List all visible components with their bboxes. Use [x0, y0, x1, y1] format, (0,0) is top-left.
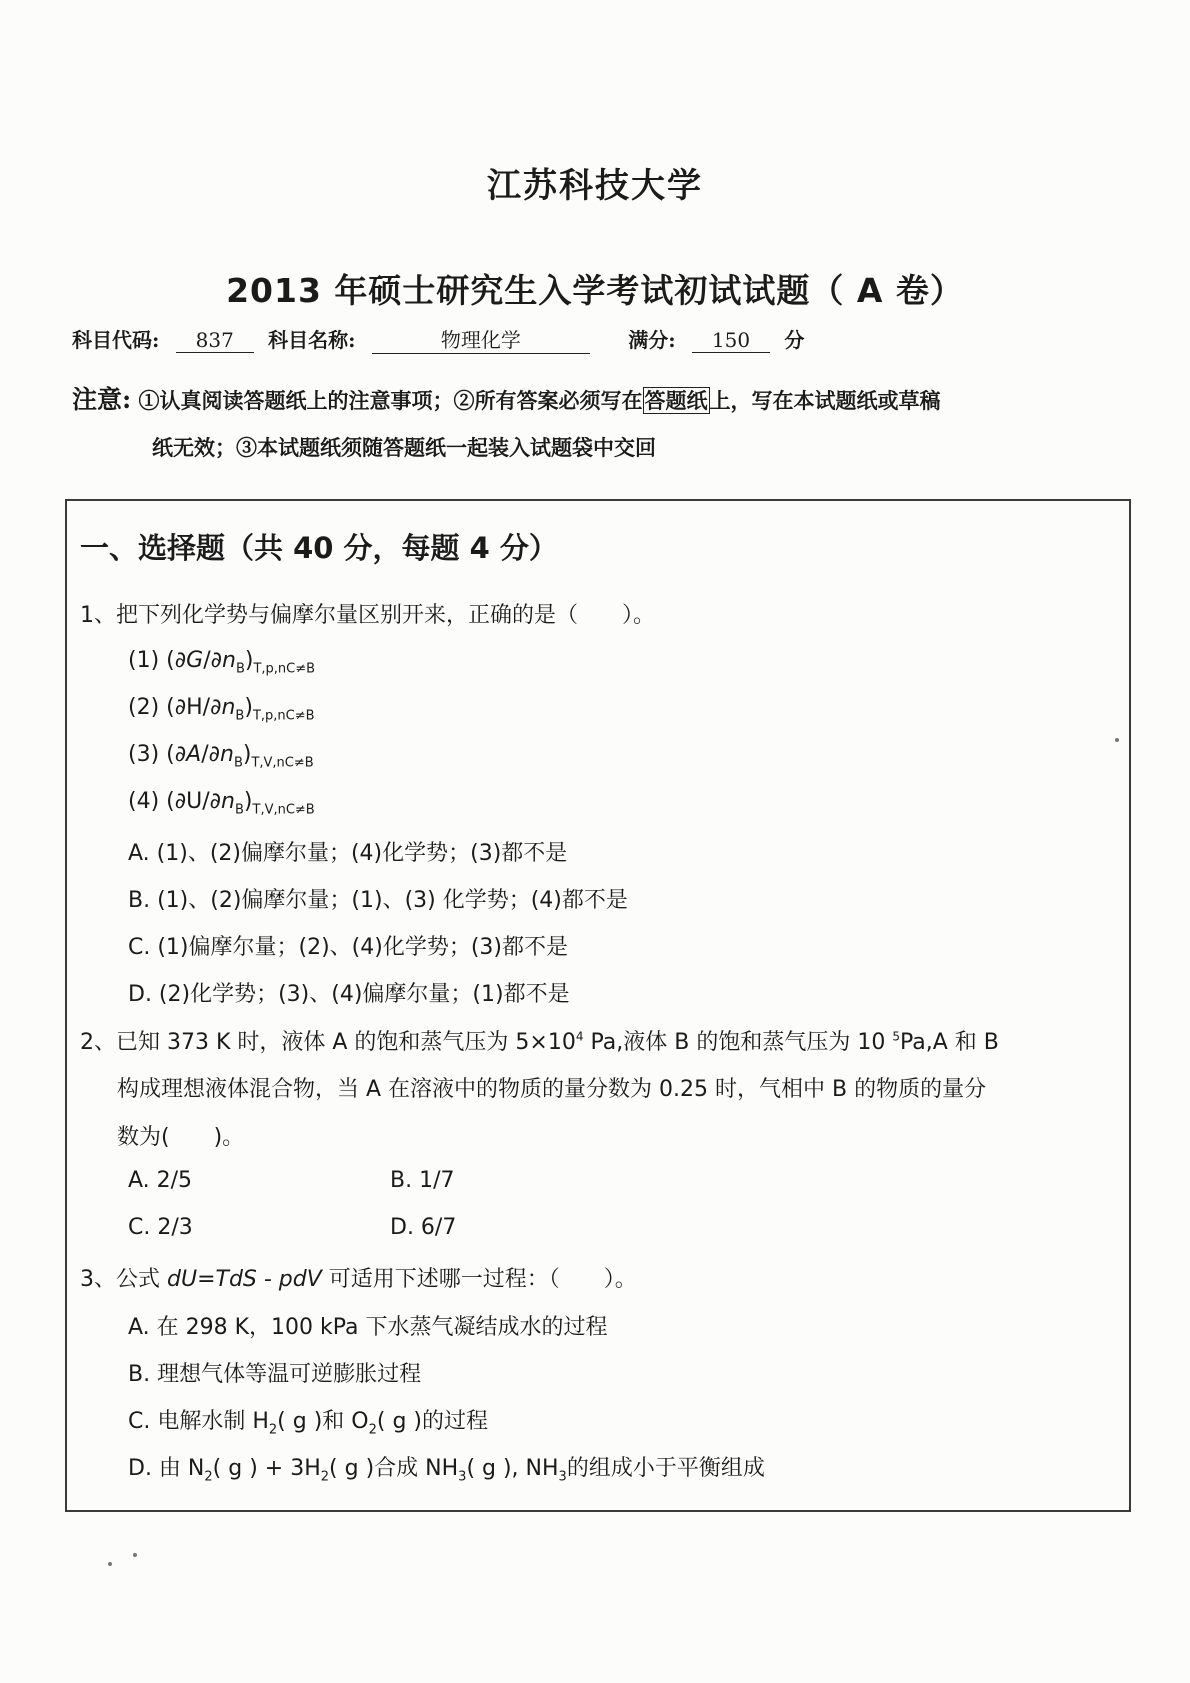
- q1-formula-3: (3) $(\partial A/\partial n_B)_{T,V,nC\ne B}$: [128, 742, 314, 771]
- subject-code-value: 837: [176, 328, 254, 353]
- q3-option-d: D. 由 $N_2$( g ) + $3H_2$( g )合成 $NH_3$( g ), $NH_3$的组成小于平衡组成: [128, 1456, 765, 1485]
- q3-option-c: C. 电解水制 $H_2$( g )和 $O_2$( g )的过程: [128, 1409, 489, 1438]
- q2-option-b: B. 1/7: [390, 1168, 455, 1193]
- notice-boxed-term: 答题纸: [644, 388, 708, 413]
- subject-name-label: 科目名称:: [268, 328, 356, 352]
- subject-info-line: [72, 324, 804, 354]
- q1-option-c: C. (1)偏摩尔量；(2)、(4)化学势；(3)都不是: [128, 935, 569, 960]
- q1-stem: 1、把下列化学势与偏摩尔量区别开来，正确的是（ ）。: [80, 603, 655, 628]
- full-score-value: 150: [692, 328, 770, 353]
- q3-option-a: A. 在 298 K，100 kPa 下水蒸气凝结成水的过程: [128, 1315, 608, 1340]
- notice-head: 注意:: [72, 385, 132, 414]
- subject-code-label: 科目代码:: [72, 328, 160, 352]
- q3-stem: 3、公式 dU=TdS - pdV 可适用下述哪一过程：（ ）。: [80, 1267, 637, 1292]
- notice-line-2: 纸无效；③本试题纸须随答题纸一起装入试题袋中交回: [152, 435, 656, 460]
- q2-option-d: D. 6/7: [390, 1215, 457, 1240]
- q2-option-a: A. 2/5: [128, 1168, 193, 1193]
- exam-title: 2013 年硕士研究生入学考试初试试题（ A 卷）: [226, 271, 964, 310]
- q1-formula-1: (1) $(\partial G/\partial n_B)_{T,p,nC\ne B}$: [128, 648, 316, 677]
- notice-text-1: ①认真阅读答题纸上的注意事项；②所有答案必须写在: [138, 388, 643, 413]
- q1-formula-4: (4) $(\partial U/\partial n_B)_{T,V,nC\ne B}$: [128, 789, 315, 818]
- scan-speck: [133, 1553, 137, 1557]
- scan-speck: [108, 1562, 112, 1566]
- notice-line-1: [72, 380, 941, 416]
- q3-option-b: B. 理想气体等温可逆膨胀过程: [128, 1362, 422, 1387]
- q1-option-d: D. (2)化学势；(3)、(4)偏摩尔量；(1)都不是: [128, 982, 570, 1007]
- q2-stem-line-2: 构成理想液体混合物，当 A 在溶液中的物质的量分数为 0.25 时，气相中 B 的物质的量分: [117, 1077, 987, 1102]
- q1-option-b: B. (1)、(2)偏摩尔量；(1)、(3) 化学势；(4)都不是: [128, 888, 628, 913]
- q2-stem: 2、已知 373 K 时，液体 A 的饱和蒸气压为 $5\times 10^4$ Pa,液体 B 的饱和蒸气压为 10 $^5$Pa,A 和 B: [80, 1029, 999, 1055]
- subject-name-value: 物理化学: [372, 324, 590, 354]
- section-title: 一、选择题（共 40 分，每题 4 分）: [80, 531, 558, 565]
- q2-stem-line-3: 数为( )。: [117, 1125, 245, 1150]
- full-score-unit: 分: [784, 328, 805, 352]
- school-name: 江苏科技大学: [487, 166, 703, 206]
- q3-formula: dU=TdS - pdV: [167, 1267, 322, 1292]
- full-score-label: 满分:: [628, 328, 676, 352]
- notice-text-2: 上，写在本试题纸或草稿: [709, 388, 941, 413]
- scan-speck: [1115, 738, 1119, 742]
- q2-option-c: C. 2/3: [128, 1215, 193, 1240]
- q1-formula-2: (2) $(\partial H/\partial n_B)_{T,p,nC\ne B}$: [128, 695, 315, 724]
- q1-option-a: A. (1)、(2)偏摩尔量；(4)化学势；(3)都不是: [128, 841, 568, 866]
